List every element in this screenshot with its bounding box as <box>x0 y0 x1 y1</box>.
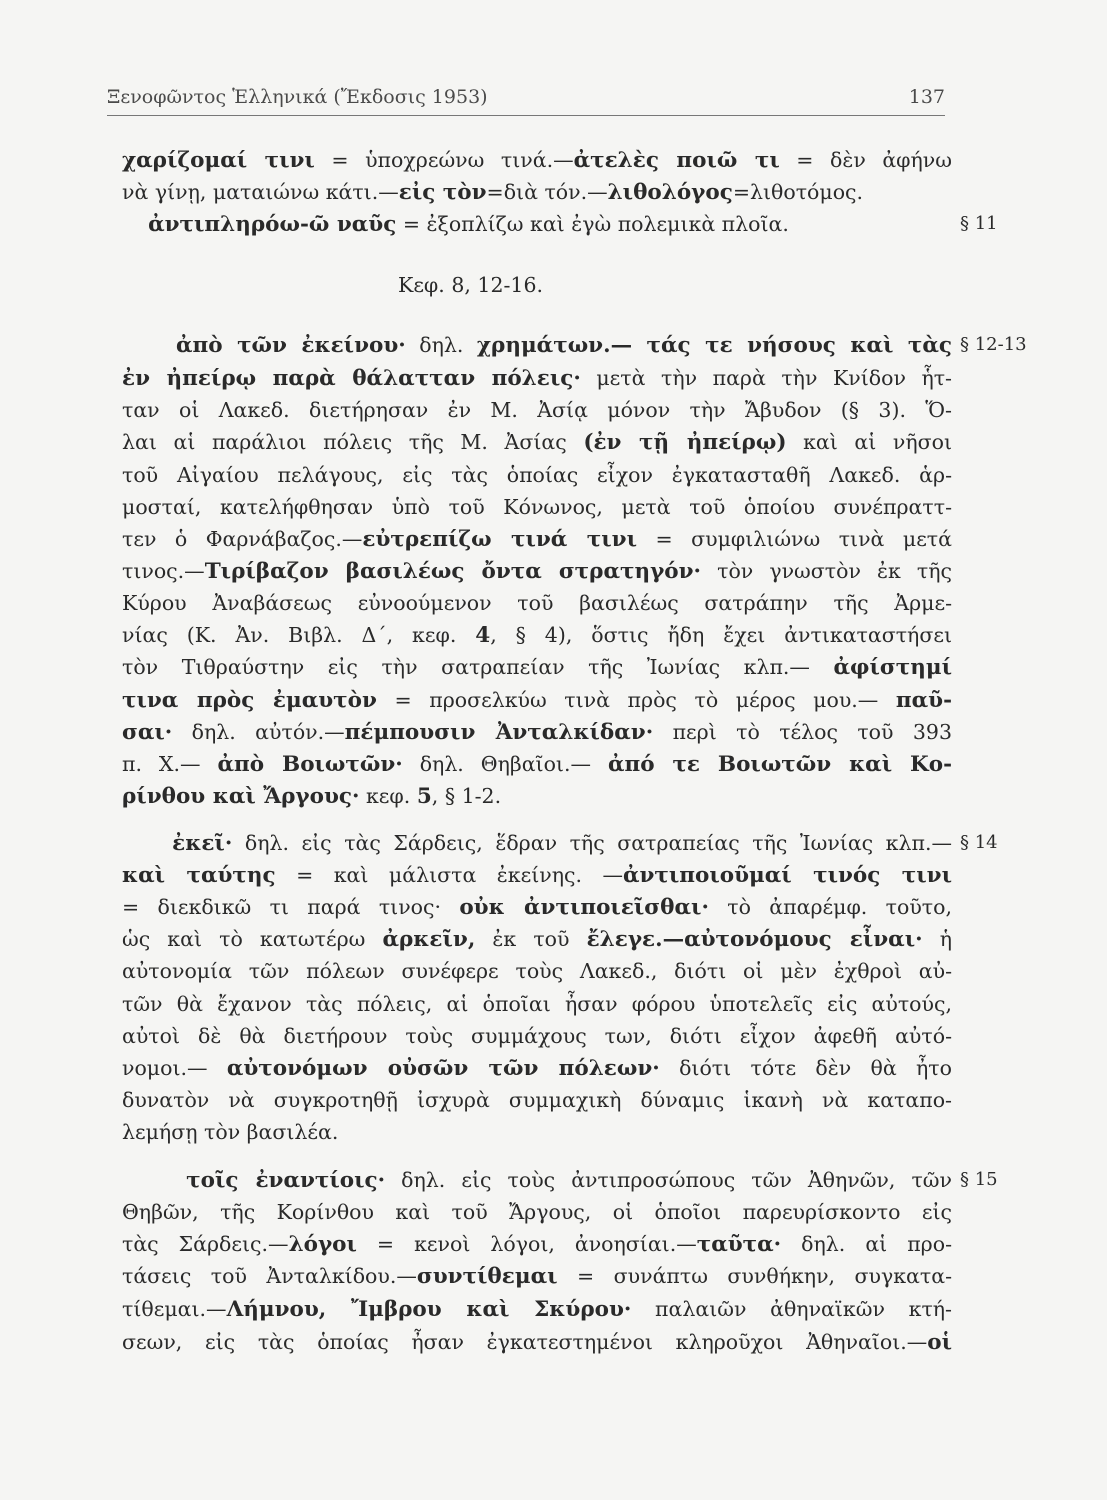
text-line <box>122 859 952 891</box>
bold-term: ἐκεῖ· <box>172 831 233 856</box>
text-run: ταν οἱ Λακεδ. διετήρησαν ἐν Μ. Ἀσίᾳ μόνον τὴν Ἄβυδον (§ 3). Ὅ- <box>122 398 952 422</box>
text-run: τίθεμαι.— <box>122 1297 227 1321</box>
text-run: , § 1-2. <box>431 784 502 808</box>
bold-term: 4 <box>475 623 491 648</box>
bold-term: ἀπό τε Βοιωτῶν καὶ Κο- <box>607 752 952 777</box>
bold-term: ἀντιποιοῦμαί τινός τινι <box>622 863 952 888</box>
text-run: =λιθοτόμος. <box>732 180 864 204</box>
section-marker: § 14 <box>960 832 998 853</box>
bold-term: (ἐν τῇ ἠπείρῳ) <box>583 430 787 455</box>
text-run: =διὰ τόν.— <box>486 180 608 204</box>
page-number: 137 <box>908 86 945 108</box>
text-run: τῶν θὰ ἔχανον τὰς πόλεις, αἱ ὁποῖαι ἦσαν φόρου ὑποτελεῖς εἰς αὐτούς, <box>122 992 952 1016</box>
bold-term: ἔλεγε.—αὐτονόμους εἶναι· <box>586 927 923 952</box>
bold-term: ἀρκεῖν, <box>382 927 476 952</box>
text-line <box>122 459 952 491</box>
text-line <box>122 362 952 394</box>
text-line <box>122 329 952 361</box>
bold-term: οὐκ ἀντιποιεῖσθαι· <box>459 895 709 920</box>
text-run: Θηβῶν, τῆς Κορίνθου καὶ τοῦ Ἄργους, οἱ ὁποῖοι παρευρίσκοντο εἰς <box>122 1200 952 1224</box>
section-marker: § 12-13 <box>960 334 1027 355</box>
text-line <box>122 748 952 780</box>
text-run: δηλ. αἱ προ- <box>781 1232 952 1256</box>
running-header <box>107 86 945 114</box>
section-marker: § 11 <box>960 213 998 234</box>
header-rule <box>107 115 945 116</box>
text-run: Κύρου Ἀναβάσεως εὐνοούμενον τοῦ βασιλέως σατράπην τῆς Ἀρμε- <box>122 591 952 615</box>
bold-term: συντίθεμαι <box>416 1264 558 1289</box>
text-run: τεν ὁ Φαρνάβαζος.— <box>122 527 363 551</box>
text-run <box>122 212 148 236</box>
text-line <box>122 1196 952 1228</box>
bold-term: ρίνθου καὶ Ἄργους· <box>122 784 360 809</box>
text-run: τὰς Σάρδεις.— <box>122 1232 289 1256</box>
bold-term: ἀπὸ Βοιωτῶν· <box>217 752 403 777</box>
text-run: δυνατὸν νὰ συγκροτηθῇ ἰσχυρὰ συμμαχικὴ δύναμις ἱκανὴ νὰ καταπο- <box>122 1088 952 1112</box>
text-line <box>122 426 952 458</box>
bold-term: χαρίζομαί τινι <box>122 148 315 173</box>
text-run: νὰ γίνῃ, ματαιώνω κάτι.— <box>122 180 399 204</box>
text-line <box>122 1293 952 1325</box>
text-run <box>122 831 172 855</box>
text-line <box>122 1020 952 1052</box>
text-run: π. Χ.— <box>122 752 218 776</box>
section-marker: § 15 <box>960 1169 998 1190</box>
text-line <box>122 523 952 555</box>
text-run: ἐκ τοῦ <box>475 927 587 951</box>
text-run <box>122 333 176 357</box>
text-run: δηλ. Θηβαῖοι.— <box>402 752 608 776</box>
text-run: , § 4), ὅστις ἤδη ἔχει ἀντικαταστήσει <box>490 623 952 647</box>
text-line <box>122 144 952 176</box>
text-line <box>122 827 952 859</box>
text-run: αὐτοὶ δὲ θὰ διετήρουν τοὺς συμμάχους των, διότι εἶχον ἀφεθῆ αὐτό- <box>122 1024 952 1048</box>
chapter-heading <box>398 269 698 301</box>
text-run: = συμφιλιώνω τινὰ μετά <box>636 527 952 551</box>
text-line <box>122 1084 952 1116</box>
text-run: νομοι.— <box>122 1056 227 1080</box>
text-line <box>122 491 952 523</box>
text-run: διότι τότε δὲν θὰ ἦτο <box>659 1056 952 1080</box>
text-run: περὶ τὸ τέλος τοῦ 393 <box>653 720 952 744</box>
chapter-heading-text: Κεφ. 8, 12-16. <box>398 273 544 297</box>
text-line <box>122 716 952 748</box>
text-run: αὐτονομία τῶν πόλεων συνέφερε τοὺς Λακεδ., διότι οἱ μὲν ἐχθροὶ αὐ- <box>122 959 952 983</box>
text-run: ἡ <box>922 927 952 951</box>
bold-term: χρημάτων.— τάς τε νήσους καὶ τὰς <box>476 333 952 358</box>
text-line <box>122 619 952 651</box>
text-line <box>122 684 952 716</box>
bold-term: αὐτονόμων οὐσῶν τῶν πόλεων· <box>226 1056 660 1081</box>
text-run: παλαιῶν ἀθηναϊκῶν κτή- <box>631 1297 952 1321</box>
text-run <box>122 1168 186 1192</box>
text-run: σεων, εἰς τὰς ὁποίας ἦσαν ἐγκατεστημένοι κληροῦχοι Ἀθηναῖοι.— <box>122 1330 928 1354</box>
text-line <box>122 1052 952 1084</box>
text-run: τὸ ἀπαρέμφ. τοῦτο, <box>708 895 952 919</box>
text-run: καὶ αἱ νῆσοι <box>786 430 952 454</box>
text-line <box>122 208 952 240</box>
text-run: κεφ. <box>359 784 417 808</box>
text-run: = καὶ μάλιστα ἐκείνης. — <box>275 863 623 887</box>
text-run: τινος.— <box>122 559 205 583</box>
text-run: μετὰ τὴν παρὰ τὴν Κνίδον ἧτ- <box>580 366 952 390</box>
text-run: = ἐξοπλίζω καὶ ἐγὼ πολεμικὰ πλοῖα. <box>396 212 789 236</box>
text-run: τὸν γνωστὸν ἐκ τῆς <box>701 559 953 583</box>
bold-term: οἱ <box>927 1330 952 1355</box>
bold-term: τινα πρὸς ἐμαυτὸν <box>122 688 377 713</box>
bold-term: εὐτρεπίζω τινά τινι <box>362 527 637 552</box>
text-line <box>122 1116 952 1148</box>
text-run: = κενοὶ λόγοι, ἀνοησίαι.— <box>356 1232 697 1256</box>
text-run: δηλ. <box>405 333 477 357</box>
text-run: δηλ. εἰς τοὺς ἀντιπροσώπους τῶν Ἀθηνῶν, τῶν <box>385 1168 952 1192</box>
text-run: δηλ. εἰς τὰς Σάρδεις, ἕδραν τῆς σατραπείας τῆς Ἰωνίας κλπ.— <box>232 831 952 855</box>
text-run: λεμήσῃ τὸν βασιλέα. <box>122 1120 339 1144</box>
text-line <box>122 651 952 683</box>
text-line <box>122 780 952 812</box>
text-line <box>122 1164 952 1196</box>
bold-term: λιθολόγος <box>607 180 733 205</box>
bold-term: Λήμνου, Ἴμβρου καὶ Σκύρου· <box>226 1297 632 1322</box>
bold-term: τοῖς ἐναντίοις· <box>186 1168 386 1193</box>
text-line <box>122 394 952 426</box>
bold-term: ἀτελὲς ποιῶ τι <box>573 148 780 173</box>
text-line <box>122 176 952 208</box>
bold-term: καὶ ταύτης <box>122 863 276 888</box>
text-run: = συνάπτω συνθήκην, συγκατα- <box>557 1264 952 1288</box>
text-run: τοῦ Αἰγαίου πελάγους, εἰς τὰς ὁποίας εἶχον ἐγκατασταθῆ Λακεδ. ἁρ- <box>122 463 952 487</box>
bold-term: πέμπουσιν Ἀνταλκίδαν· <box>344 720 654 745</box>
text-run: τὸν Τιθραύστην εἰς τὴν σατραπείαν τῆς Ἰωνίας κλπ.— <box>122 655 834 679</box>
text-run: δηλ. αὐτόν.— <box>172 720 345 744</box>
bold-term: ἐν ἠπείρῳ παρὰ θάλατταν πόλεις· <box>122 366 581 391</box>
text-line <box>122 988 952 1020</box>
bold-term: ἀπὸ τῶν ἐκείνου· <box>176 333 406 358</box>
text-run: = ὑποχρεώνω τινά.— <box>314 148 574 172</box>
bold-term: λόγοι <box>288 1232 357 1257</box>
text-run: = δὲν ἀφήνω <box>779 148 952 172</box>
text-line <box>122 1260 952 1292</box>
bold-term: εἰς τὸν <box>398 180 487 205</box>
text-line <box>122 1326 952 1358</box>
text-run: λαι αἱ παράλιοι πόλεις τῆς Μ. Ἀσίας <box>122 430 584 454</box>
running-header-title: Ξενοφῶντος Ἑλληνικά (Ἔκδοσις 1953) <box>107 86 488 108</box>
bold-term: σαι· <box>122 720 173 745</box>
text-run: νίας (Κ. Ἀν. Βιβλ. Δ΄, κεφ. <box>122 623 476 647</box>
bold-term: 5 <box>416 784 432 809</box>
bold-term: ἀφίστημί <box>833 655 952 680</box>
text-run: μοσταί, κατελήφθησαν ὑπὸ τοῦ Κόνωνος, μετὰ τοῦ ὁποίου συνέπραττ- <box>122 495 952 519</box>
text-line <box>122 891 952 923</box>
text-run: = προσελκύω τινὰ πρὸς τὸ μέρος μου.— <box>376 688 896 712</box>
text-line <box>122 923 952 955</box>
text-run: τάσεις τοῦ Ἀνταλκίδου.— <box>122 1264 417 1288</box>
bold-term: Τιρίβαζον βασιλέως ὄντα στρατηγόν· <box>204 559 702 584</box>
bold-term: ἀντιπληρόω-ῶ ναῦς <box>148 212 397 237</box>
text-line <box>122 1228 952 1260</box>
text-line <box>122 587 952 619</box>
bold-term: παῦ- <box>895 688 953 713</box>
text-line <box>122 955 952 987</box>
bold-term: ταῦτα· <box>696 1232 782 1257</box>
text-line <box>122 555 952 587</box>
text-run: ὡς καὶ τὸ κατωτέρω <box>122 927 383 951</box>
text-run: = διεκδικῶ τι παρά τινος· <box>122 895 460 919</box>
